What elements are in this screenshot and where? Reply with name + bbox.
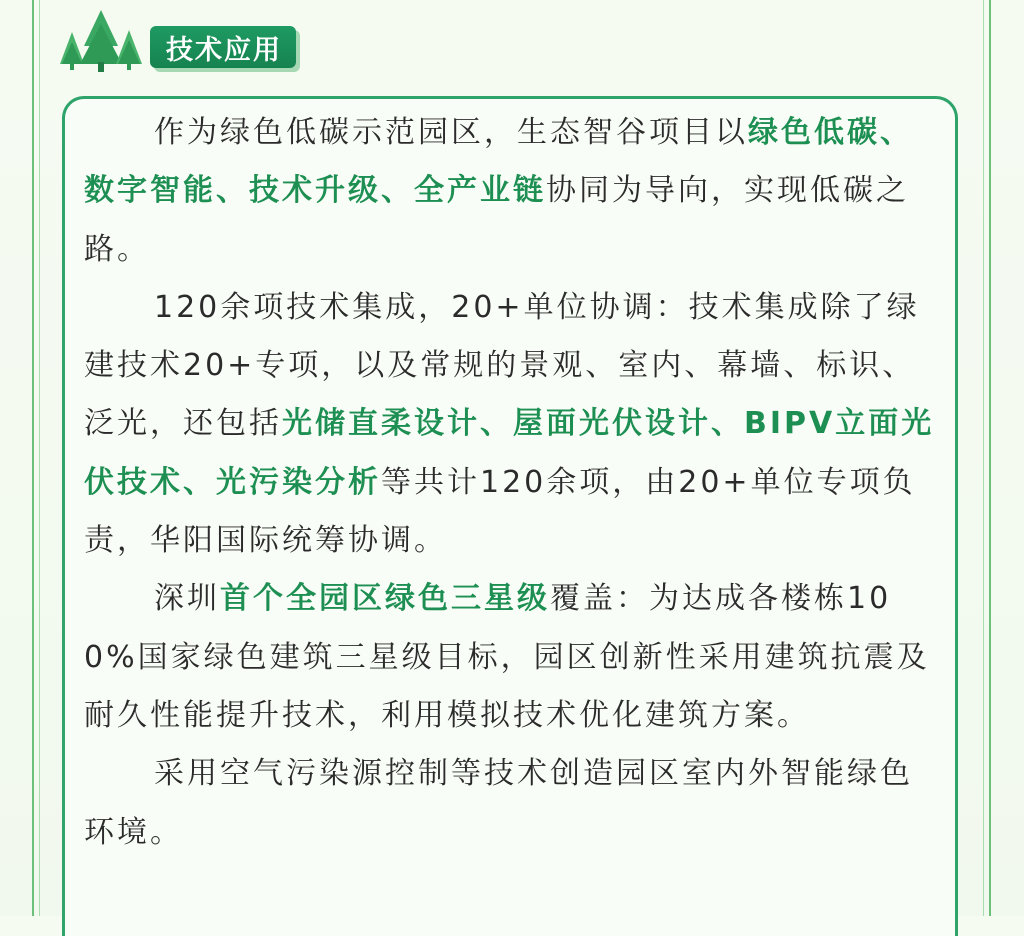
text-span: 覆盖：为达成各楼栋100%国家绿色建筑三星级目标，园区创新性采用建筑抗震及耐久性能提升技术，利用模拟技术优化建筑方案。 <box>84 581 930 733</box>
section-title: 技术应用 <box>166 34 282 66</box>
text-span: 120余项技术集成，20+单位协调：技术集成除了绿建技术20+专项，以及常规的景观、室内、幕墙、标识、泛光，还包括 <box>84 289 920 442</box>
text-span: 深圳 <box>154 581 220 617</box>
article-body <box>84 104 944 862</box>
text-span: 作为绿色低碳示范园区，生态智谷项目以 <box>154 115 748 150</box>
highlight-span: 光储直柔设计、屋面光伏设计、BIPV立面光伏技术、光污染分析 <box>84 406 935 500</box>
text-span: 协同为导向，实现低碳之路。 <box>84 173 909 267</box>
paragraph-1 <box>84 104 944 279</box>
highlight-span: 绿色低碳、数字智能、技术升级、全产业链 <box>84 115 913 209</box>
frame-right-inner-line <box>983 0 984 916</box>
frame-left-outer-line <box>32 0 34 916</box>
pine-trees-icon <box>58 4 144 74</box>
text-span: 等共计120余项，由20+单位专项负责，华阳国际统筹协调。 <box>84 464 916 559</box>
frame-right-outer-line <box>989 0 991 916</box>
paragraph-4 <box>84 745 944 862</box>
paragraph-3 <box>84 570 944 745</box>
frame-left-inner-line <box>39 0 40 916</box>
paragraph-2 <box>84 279 944 570</box>
section-title-tag <box>150 26 296 68</box>
text-span: 采用空气污染源控制等技术创造园区室内外智能绿色环境。 <box>84 756 913 850</box>
highlight-span: 首个全园区绿色三星级 <box>220 581 550 617</box>
